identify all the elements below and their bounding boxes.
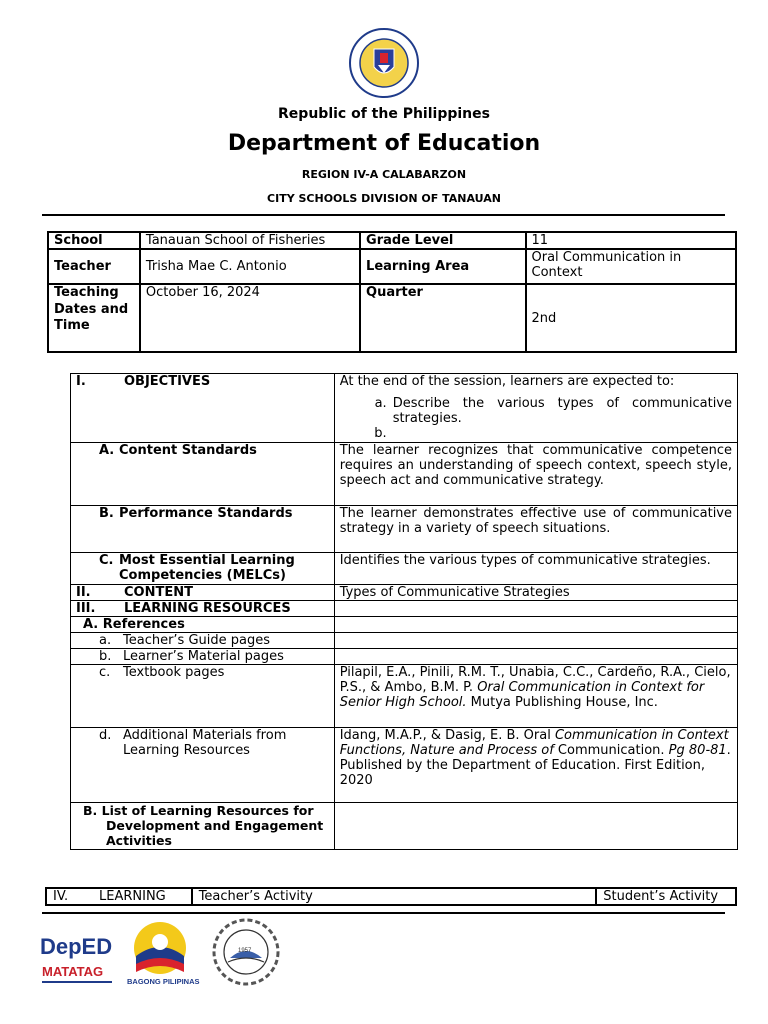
grade-level-value: 11 [526, 232, 736, 249]
svg-text:DepED: DepED [40, 934, 113, 959]
ref-textbook-citation [334, 665, 737, 728]
quarter-label: Quarter [360, 284, 525, 352]
references-cell [334, 617, 737, 633]
ref-c-marker: c. [99, 665, 111, 680]
bagong-pilipinas-logo-icon [127, 922, 200, 986]
citation-title: Communication in Context Functions, Nature and Process of [339, 728, 729, 758]
grade-level-label: Grade Level [360, 232, 525, 249]
resources-row-label [71, 601, 335, 617]
deped-seal-icon [348, 27, 420, 99]
quarter-value: 2nd [526, 284, 736, 352]
ref-learners-material-label-cell [71, 649, 335, 665]
republic-heading: Republic of the Philippines [278, 106, 490, 122]
content-standards-label: Content Standards [119, 443, 257, 458]
learning-label: LEARNING [99, 889, 166, 904]
performance-standards-label: Performance Standards [119, 506, 293, 521]
performance-standards-marker: B. [99, 506, 114, 521]
ref-additional-citation [334, 728, 737, 803]
melc-label-cell [71, 553, 335, 585]
region-heading: REGION IV-A CALABARZON [301, 168, 467, 181]
learning-number: IV. [53, 889, 69, 904]
ref-a-label: Teacher’s Guide pages [123, 633, 271, 648]
citation-text: Pilapil, E.A., Pinili, R.M. T., Unabia, C.C., Cardeño, R.A., Cielo, P.S., & Ambo, B.M. P. [339, 665, 731, 695]
ref-teachers-guide-label-cell [71, 633, 335, 649]
ref-c-label: Textbook pages [123, 665, 225, 680]
svg-text:BAGONG PILIPINAS: BAGONG PILIPINAS [127, 977, 200, 986]
deped-matatag-logo-icon [40, 934, 112, 983]
lesson-plan-table [70, 373, 738, 850]
objectives-label: OBJECTIVES [124, 374, 211, 389]
content-row-label [71, 585, 335, 601]
citation-text: Mutya Publishing House, Inc. [466, 695, 658, 710]
division-heading: CITY SCHOOLS DIVISION OF TANAUAN [267, 192, 501, 205]
school-value: Tanauan School of Fisheries [140, 232, 360, 249]
objective-item [340, 426, 732, 441]
list-resources-label: B. List of Learning Resources for Development and Engagement Activities [83, 803, 324, 848]
content-label: CONTENT [124, 585, 193, 600]
header-divider [42, 214, 725, 216]
learning-activities-table [45, 887, 737, 906]
content-number: II. [76, 585, 91, 600]
objective-item [340, 396, 732, 426]
resources-label: LEARNING RESOURCES [124, 601, 291, 616]
performance-standards-text: The learner demonstrates effective use of communicative strategy in a variety of speech situations. [334, 506, 737, 553]
ref-textbook-label-cell [71, 665, 335, 728]
ref-d-label: Additional Materials from Learning Resources [123, 728, 287, 758]
performance-standards-label-cell [71, 506, 335, 553]
objectives-number: I. [76, 374, 86, 389]
citation-pages: Pg 80-81 [668, 743, 727, 758]
objective-marker: a. [374, 396, 387, 411]
teaching-dates-label: Teaching Dates and Time [48, 284, 140, 352]
ref-teachers-guide-cell [334, 633, 737, 649]
svg-text:1957: 1957 [238, 948, 252, 954]
content-standards-label-cell [71, 443, 335, 506]
list-resources-label-cell [71, 803, 335, 850]
learning-area-label: Learning Area [360, 249, 525, 284]
ref-additional-label-cell [71, 728, 335, 803]
teaching-dates-value: October 16, 2024 [140, 284, 360, 352]
teachers-activity-header: Teacher’s Activity [192, 888, 597, 905]
melc-text: Identifies the various types of communicative strategies. [334, 553, 737, 585]
learning-area-value: Oral Communication in Context [526, 249, 736, 284]
footer-logos [40, 918, 300, 993]
school-seal-icon [214, 920, 278, 984]
objectives-row-label [71, 374, 335, 443]
school-label: School [48, 232, 140, 249]
ref-b-label: Learner’s Material pages [123, 649, 284, 664]
objectives-cell [334, 374, 737, 443]
teacher-value: Trisha Mae C. Antonio [140, 249, 360, 284]
resources-number: III. [76, 601, 96, 616]
objectives-intro: At the end of the session, learners are expected to: [339, 374, 675, 389]
references-label: A. References [71, 617, 335, 633]
objective-marker: b. [374, 426, 387, 441]
resources-cell [334, 601, 737, 617]
objective-text: Describe the various types of communicative strategies. [392, 396, 732, 426]
svg-text:MATATAG: MATATAG [42, 964, 104, 979]
list-resources-cell [334, 803, 737, 850]
melc-marker: C. [99, 553, 114, 568]
teacher-label: Teacher [48, 249, 140, 284]
ref-learners-material-cell [334, 649, 737, 665]
citation-text: Communication. [553, 743, 669, 758]
ref-b-marker: b. [99, 649, 112, 664]
ref-d-marker: d. [99, 728, 112, 743]
lesson-info-table [47, 231, 737, 353]
citation-text: . Published by the Department of Education. First Edition, 2020 [339, 743, 731, 788]
citation-title: Oral Communication in Context for Senior High School. [339, 680, 705, 710]
footer-divider [42, 912, 725, 914]
content-standards-marker: A. [99, 443, 115, 458]
department-title: Department of Education [227, 131, 541, 156]
students-activity-header: Student’s Activity [596, 888, 736, 905]
content-text: Types of Communicative Strategies [334, 585, 737, 601]
ref-a-marker: a. [99, 633, 112, 648]
melc-label: Most Essential Learning Competencies (MELCs) [119, 553, 295, 583]
content-standards-text: The learner recognizes that communicative competence requires an understanding of speech context, speech style, speech act and communicative strategy. [334, 443, 737, 506]
citation-text: Idang, M.A.P., & Dasig, E. B. Oral [339, 728, 555, 743]
learning-section-label-cell [46, 888, 192, 905]
